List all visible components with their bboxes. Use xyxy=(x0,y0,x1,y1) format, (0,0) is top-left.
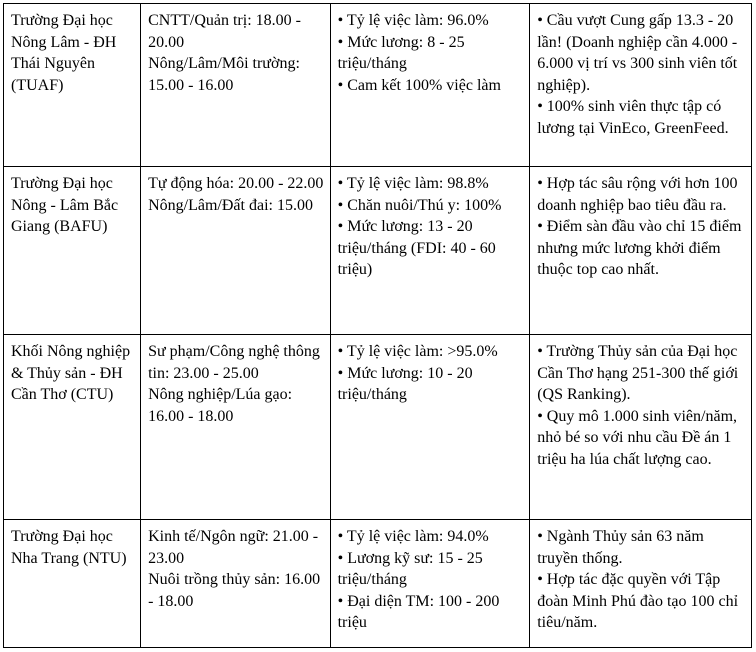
school-cell xyxy=(4,520,141,648)
employment-line: • Chăn nuôi/Thú y: 100% xyxy=(337,196,502,214)
highlight-line: • Hợp tác sâu rộng với hơn 100 doanh nghiệp bao tiêu đầu ra. xyxy=(537,175,738,214)
highlights-cell xyxy=(530,4,752,167)
school-cell xyxy=(4,335,141,520)
highlights-cell xyxy=(530,167,752,335)
employment-line: • Mức lương: 13 - 20 triệu/tháng (FDI: 40 - 60 triệu) xyxy=(337,218,496,279)
score-line: Sư phạm/Công nghệ thông tin: 23.00 - 25.00 xyxy=(148,343,320,382)
score-line: Nông/Lâm/Đất đai: 15.00 xyxy=(148,196,313,214)
table-row xyxy=(4,167,752,335)
scores-cell xyxy=(141,520,331,648)
scores-cell xyxy=(141,167,331,335)
school-cell xyxy=(4,167,141,335)
table-row xyxy=(4,520,752,648)
school-name: Trường Đại học Nông - Lâm Bắc Giang (BAFU) xyxy=(11,175,119,236)
employment-cell xyxy=(330,4,530,167)
employment-line: • Tỷ lệ việc làm: 94.0% xyxy=(337,528,489,545)
table-row xyxy=(4,4,752,167)
score-line: Nuôi trồng thủy sản: 16.00 - 18.00 xyxy=(148,571,321,610)
employment-cell xyxy=(330,335,530,520)
highlight-line: • Điểm sàn đầu vào chỉ 15 điểm nhưng mức lương khởi điểm thuộc top cao nhất. xyxy=(537,218,742,279)
highlight-line: • Trường Thủy sản của Đại học Cần Thơ hạng 251-300 thế giới (QS Ranking). xyxy=(537,343,739,404)
employment-line: • Tỷ lệ việc làm: 96.0% xyxy=(337,12,489,29)
employment-line: • Tỷ lệ việc làm: >95.0% xyxy=(337,343,498,360)
highlights-cell xyxy=(530,520,752,648)
employment-cell xyxy=(330,520,530,648)
employment-line: • Lương kỹ sư: 15 - 25 triệu/tháng xyxy=(337,549,483,589)
score-line: Kinh tế/Ngôn ngữ: 21.00 - 23.00 xyxy=(148,528,319,567)
highlight-line: • Hợp tác đặc quyền với Tập đoàn Minh Phú đào tạo 100 chỉ tiêu/năm. xyxy=(537,571,739,632)
school-name: Trường Đại học Nha Trang (NTU) xyxy=(11,528,127,567)
employment-line: • Mức lương: 8 - 25 triệu/tháng xyxy=(337,33,465,73)
score-line: Tự động hóa: 20.00 - 22.00 xyxy=(148,175,324,192)
highlight-line: • Quy mô 1.000 sinh viên/năm, nhỏ bé so với nhu cầu Đề án 1 triệu ha lúa chất lượng cao. xyxy=(537,407,738,468)
score-line: Nông/Lâm/Môi trường: 15.00 - 16.00 xyxy=(148,55,300,94)
highlight-line: • Ngành Thủy sản 63 năm truyền thống. xyxy=(537,528,704,567)
school-name: Khối Nông nghiệp & Thủy sản - ĐH Cần Thơ (CTU) xyxy=(11,343,131,404)
school-cell xyxy=(4,4,141,167)
employment-line: • Cam kết 100% việc làm xyxy=(337,76,501,94)
highlight-line: • Cầu vượt Cung gấp 13.3 - 20 lần! (Doanh nghiệp cần 4.000 - 6.000 vị trí vs 300 sinh viên tốt nghiệp). xyxy=(537,12,738,94)
score-line: CNTT/Quản trị: 18.00 - 20.00 xyxy=(148,12,301,51)
score-line: Nông nghiệp/Lúa gạo: 16.00 - 18.00 xyxy=(148,386,293,425)
employment-line: • Tỷ lệ việc làm: 98.8% xyxy=(337,175,489,192)
universities-table xyxy=(3,3,752,648)
highlight-line: • 100% sinh viên thực tập có lương tại VinEco, GreenFeed. xyxy=(537,98,729,137)
scores-cell xyxy=(141,4,331,167)
employment-line: • Đại diện TM: 100 - 200 triệu xyxy=(337,592,500,632)
scores-cell xyxy=(141,335,331,520)
employment-line: • Mức lương: 10 - 20 triệu/tháng xyxy=(337,364,473,404)
table-row xyxy=(4,335,752,520)
school-name: Trường Đại học Nông Lâm - ĐH Thái Nguyên (TUAF) xyxy=(11,12,117,94)
highlights-cell xyxy=(530,335,752,520)
employment-cell xyxy=(330,167,530,335)
